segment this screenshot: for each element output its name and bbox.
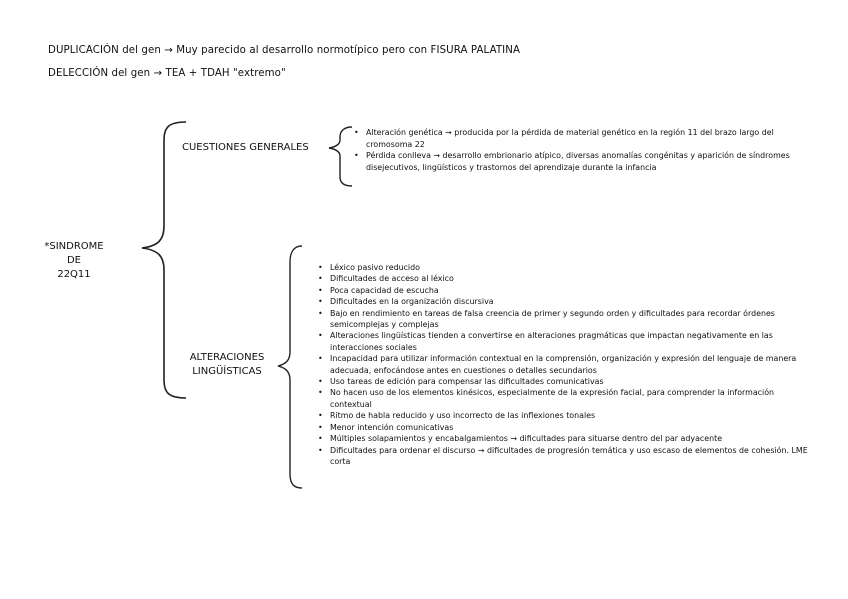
list-item: • Menor intención comunicativas xyxy=(330,422,816,433)
list-item: • Léxico pasivo reducido xyxy=(330,262,816,273)
linguistic-list xyxy=(316,262,816,467)
list-item: • Ritmo de habla reducido y uso incorrecto de las inflexiones tonales xyxy=(330,410,816,421)
list-item: • Alteración genética → producida por la pérdida de material genético en la región 11 del brazo largo del cromosoma 22 xyxy=(366,127,814,150)
root-title xyxy=(40,240,108,282)
list-item: • Uso tareas de edición para compensar las dificultades comunicativas xyxy=(330,376,816,387)
header-deletion: DELECCIÓN del gen → TEA + TDAH "extremo" xyxy=(48,68,286,79)
general-list xyxy=(352,127,814,173)
list-item: • Múltiples solapamientos y encabalgamientos → dificultades para situarse dentro del par adyacente xyxy=(330,433,816,444)
list-item: • No hacen uso de los elementos kinésicos, especialmente de la expresión facial, para comprender la información contextual xyxy=(330,387,816,410)
linguistic-title-line1: ALTERACIONES xyxy=(189,352,265,363)
main-brace xyxy=(142,122,186,398)
header-duplication: DUPLICACIÓN del gen → Muy parecido al desarrollo normotípico pero con FISURA PALATINA xyxy=(48,45,521,56)
list-item: • Dificultades en la organización discursiva xyxy=(330,296,816,307)
list-item: • Dificultades para ordenar el discurso → dificultades de progresión temática y uso escaso de elementos de cohesión. LME corta xyxy=(330,445,816,468)
general-brace xyxy=(329,127,352,186)
linguistic-title-line2: LINGÜÍSTICAS xyxy=(192,366,262,377)
list-item: • Pérdida conlleva → desarrollo embrionario atípico, diversas anomalías congénitas y aparición de síndromes disejecutivos, lingüísticos y trastornos del aprendizaje durante la infancia xyxy=(366,150,814,173)
list-item: • Poca capacidad de escucha xyxy=(330,285,816,296)
root-title-line1: *SINDROME DE xyxy=(44,241,104,266)
root-title-line2: 22Q11 xyxy=(57,269,91,280)
linguistic-title xyxy=(182,351,272,379)
list-item: • Incapacidad para utilizar información contextual en la comprensión, organización y expresión del lenguaje de manera adecuada, enfocándose antes en cuestiones o detalles secundarios xyxy=(330,353,816,376)
linguistic-brace xyxy=(278,246,302,488)
general-title: CUESTIONES GENERALES xyxy=(182,142,309,153)
list-item: • Dificultades de acceso al léxico xyxy=(330,273,816,284)
list-item: • Bajo en rendimiento en tareas de falsa creencia de primer y segundo orden y dificultades para recordar órdenes semicomplejas y complejas xyxy=(330,308,816,331)
list-item: • Alteraciones lingüísticas tienden a convertirse en alteraciones pragmáticas que impactan negativamente en las interacciones sociales xyxy=(330,330,816,353)
